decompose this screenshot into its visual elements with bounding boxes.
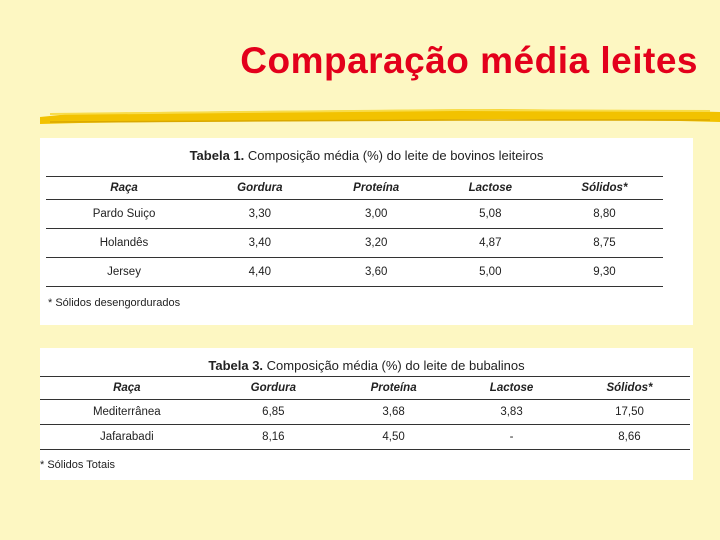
table1-footnote: * Sólidos desengordurados <box>48 297 181 309</box>
table3-header-proteina: Proteína <box>333 377 454 400</box>
table3-header-gordura: Gordura <box>214 377 333 400</box>
table-cell: 8,16 <box>214 425 333 450</box>
table3-caption <box>40 358 693 373</box>
table3 <box>40 376 690 450</box>
table-row <box>40 400 690 425</box>
table-cell: 6,85 <box>214 400 333 425</box>
table-cell: 3,00 <box>318 200 435 229</box>
table-row <box>46 229 663 258</box>
table-cell: 8,75 <box>546 229 663 258</box>
table-cell: Holandês <box>46 229 202 258</box>
table-cell: 17,50 <box>569 400 690 425</box>
table1-header-proteina: Proteína <box>318 177 435 200</box>
table1 <box>46 176 663 287</box>
table-cell: 5,08 <box>435 200 546 229</box>
table-row <box>46 258 663 287</box>
table-cell: Jersey <box>46 258 202 287</box>
table-cell: Pardo Suiço <box>46 200 202 229</box>
table-cell: Mediterrânea <box>40 400 214 425</box>
table-cell: 4,87 <box>435 229 546 258</box>
table-cell: 3,30 <box>202 200 318 229</box>
table-cell: 3,60 <box>318 258 435 287</box>
table3-header-solidos: Sólidos* <box>569 377 690 400</box>
slide-title: Comparação média leites <box>240 40 698 81</box>
table-cell: 4,50 <box>333 425 454 450</box>
table-cell: 3,83 <box>454 400 569 425</box>
table1-header-raca: Raça <box>46 177 202 200</box>
table-cell: 3,68 <box>333 400 454 425</box>
table3-header-raca: Raça <box>40 377 214 400</box>
table1-header-row <box>46 177 663 200</box>
table1-header-solidos: Sólidos* <box>546 177 663 200</box>
table-cell: 9,30 <box>546 258 663 287</box>
table3-footnote: * Sólidos Totais <box>40 459 116 471</box>
table-cell: - <box>454 425 569 450</box>
table3-caption-text: Composição média (%) do leite de bubalinos <box>263 358 525 373</box>
table3-caption-label: Tabela 3. <box>208 358 264 373</box>
table-cell: 8,66 <box>569 425 690 450</box>
table3-panel <box>40 348 693 480</box>
table1-header-lactose: Lactose <box>435 177 546 200</box>
table-cell: 3,40 <box>202 229 318 258</box>
table1-caption <box>40 148 693 163</box>
highlighter-rule <box>40 100 720 130</box>
table3-header-row <box>40 377 690 400</box>
table-row <box>46 200 663 229</box>
table1-caption-label: Tabela 1. <box>189 148 245 163</box>
table-cell: 8,80 <box>546 200 663 229</box>
table1-caption-text: Composição média (%) do leite de bovinos leiteiros <box>244 148 544 163</box>
table-cell: 5,00 <box>435 258 546 287</box>
table-cell: 4,40 <box>202 258 318 287</box>
table1-panel <box>40 138 693 325</box>
table-cell: 3,20 <box>318 229 435 258</box>
table3-header-lactose: Lactose <box>454 377 569 400</box>
table-cell: Jafarabadi <box>40 425 214 450</box>
table-row <box>40 425 690 450</box>
table1-header-gordura: Gordura <box>202 177 318 200</box>
